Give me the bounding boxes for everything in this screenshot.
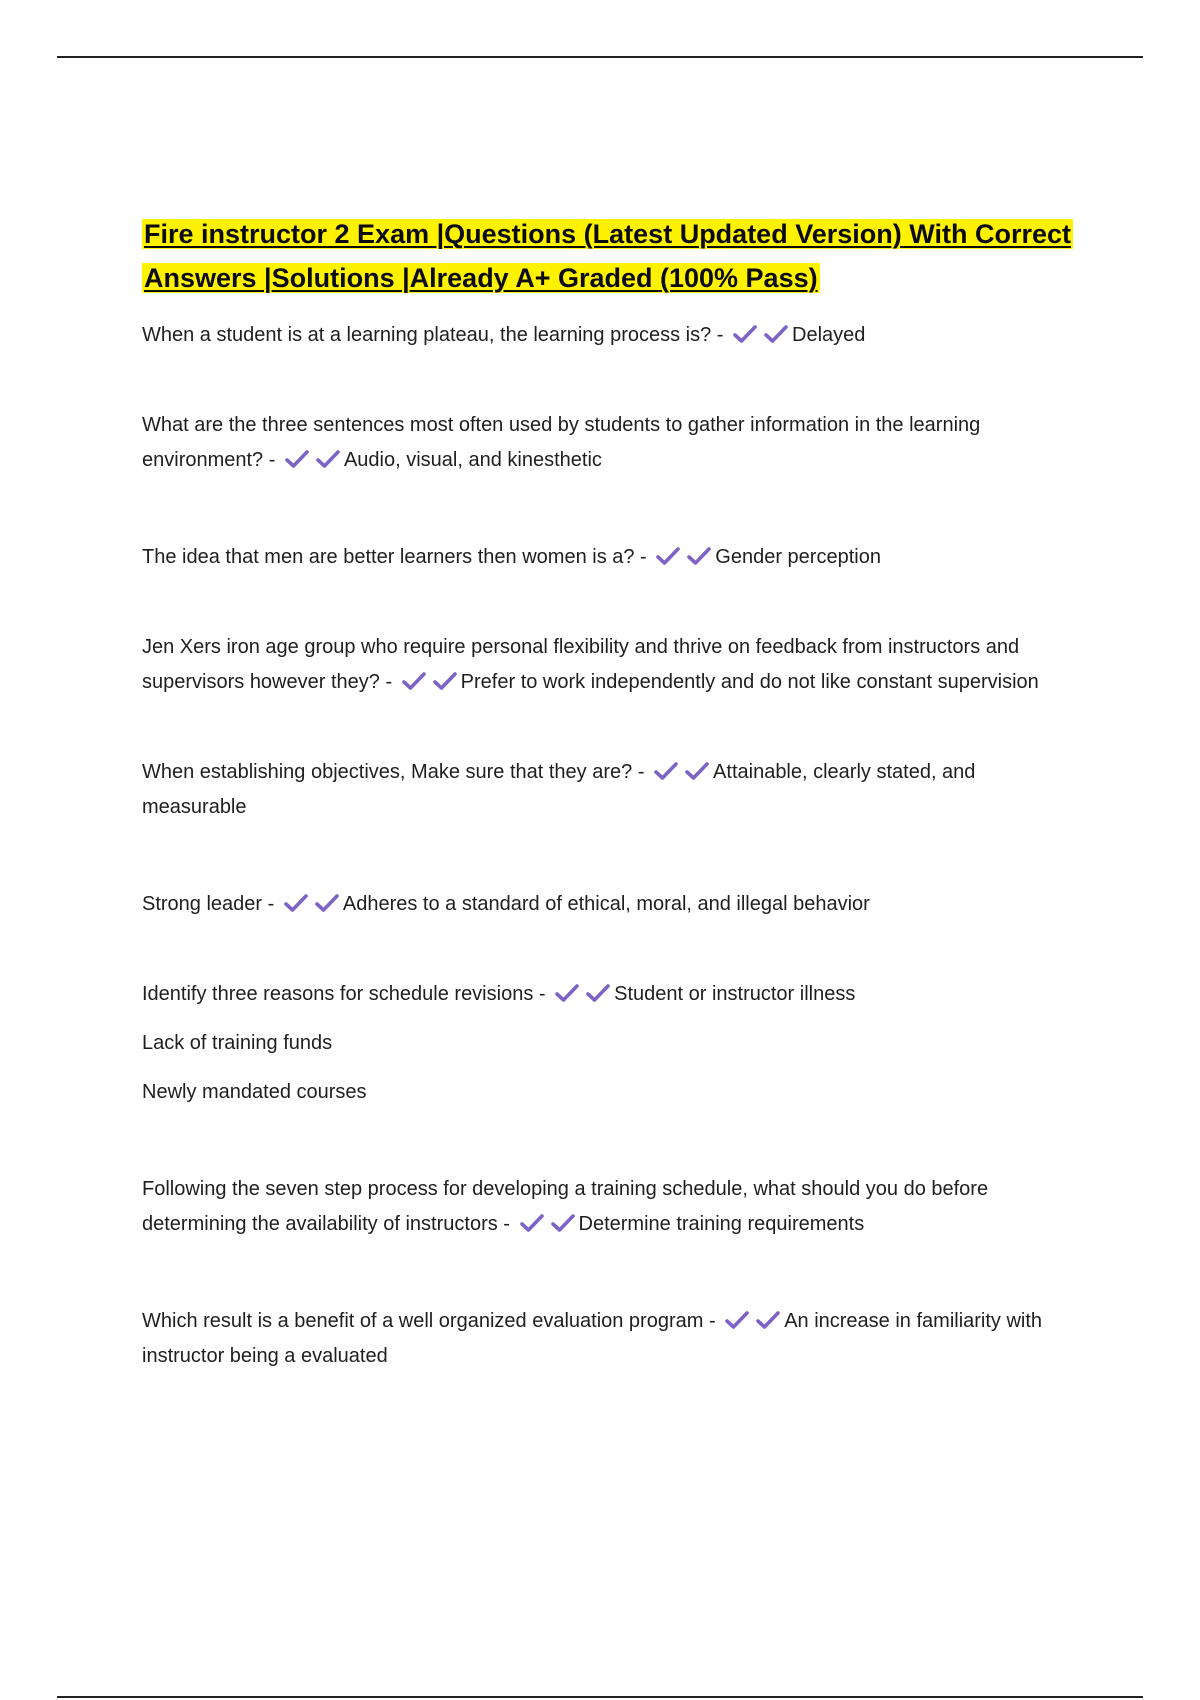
question-answer-separator: -: [632, 761, 651, 783]
qa-item: [142, 1172, 1072, 1242]
question-answer-separator: -: [379, 671, 398, 693]
question-answer-separator: -: [634, 546, 653, 568]
document-body: [142, 212, 1072, 1374]
check-mark-icon: [555, 983, 579, 1003]
qa-item: [142, 887, 1072, 922]
question-answer-separator: -: [262, 893, 280, 915]
qa-item: [142, 630, 1072, 700]
answer-text: Delayed: [792, 324, 866, 346]
answer-text: Audio, visual, and kinesthetic: [343, 449, 602, 471]
qa-item: [142, 408, 1072, 478]
question-answer-separator: -: [533, 983, 552, 1005]
question-text: The idea that men are better learners then women is a?: [142, 546, 635, 568]
check-mark-icon: [284, 893, 308, 913]
check-mark-icon: [687, 546, 711, 566]
qa-item: [142, 318, 1072, 353]
check-mark-icon: [433, 671, 457, 691]
question-text: When establishing objectives, Make sure that they are?: [142, 761, 633, 783]
check-mark-icon: [756, 1310, 780, 1330]
question-text: Which result is a benefit of a well organized evaluation program: [142, 1310, 704, 1332]
answer-text: Prefer to work independently and do not like constant supervision: [460, 671, 1039, 693]
check-mark-icon: [725, 1310, 749, 1330]
check-mark-icon: [685, 761, 709, 781]
bottom-rule: [57, 1696, 1143, 1698]
question-answer-separator: -: [263, 449, 281, 471]
answer-text: Student or instructor illness: [614, 983, 856, 1005]
document-title: Fire instructor 2 Exam |Questions (Latest Updated Version) With Correct Answers |Solutions |Already A+ Graded (100% Pass): [144, 219, 1071, 293]
check-mark-icon: [316, 449, 340, 469]
check-mark-icon: [520, 1213, 544, 1233]
question-text: What are the three sentences most often used by students to gather information in the learning environment?: [142, 414, 981, 471]
check-mark-icon: [315, 893, 339, 913]
check-mark-icon: [551, 1213, 575, 1233]
check-mark-icon: [654, 761, 678, 781]
question-answer-separator: -: [711, 324, 730, 346]
answer-text: Gender perception: [715, 546, 881, 568]
answer-text: An increase in familiarity with instructor being a evaluated: [142, 1310, 1043, 1367]
question-text: Jen Xers iron age group who require personal flexibility and thrive on feedback from instructors and supervisors however they?: [142, 636, 1020, 693]
check-mark-icon: [733, 324, 757, 344]
answer-text: Attainable, clearly stated, and measurable: [142, 761, 976, 818]
qa-item: [142, 1304, 1072, 1374]
check-mark-icon: [586, 983, 610, 1003]
check-mark-icon: [764, 324, 788, 344]
question-text: Identify three reasons for schedule revisions: [142, 983, 534, 1005]
check-mark-icon: [285, 449, 309, 469]
question-text: Strong leader: [142, 893, 263, 915]
qa-item: [142, 540, 1072, 575]
question-text: When a student is at a learning plateau, the learning process is?: [142, 324, 712, 346]
answer-text: Adheres to a standard of ethical, moral, and illegal behavior: [342, 893, 870, 915]
question-answer-separator: -: [497, 1213, 516, 1235]
answer-text: Determine training requirements: [578, 1213, 865, 1235]
question-answer-separator: -: [703, 1310, 722, 1332]
check-mark-icon: [402, 671, 426, 691]
answer-continuation: Newly mandated courses: [142, 1081, 367, 1103]
top-rule: [57, 56, 1143, 58]
check-mark-icon: [656, 546, 680, 566]
qa-item: [142, 755, 1072, 825]
qa-list: [142, 318, 1072, 1374]
question-text: Following the seven step process for developing a training schedule, what should you do before determining the availability of instructors: [142, 1178, 989, 1235]
answer-continuation: Lack of training funds: [142, 1032, 333, 1054]
qa-item: [142, 977, 1072, 1012]
